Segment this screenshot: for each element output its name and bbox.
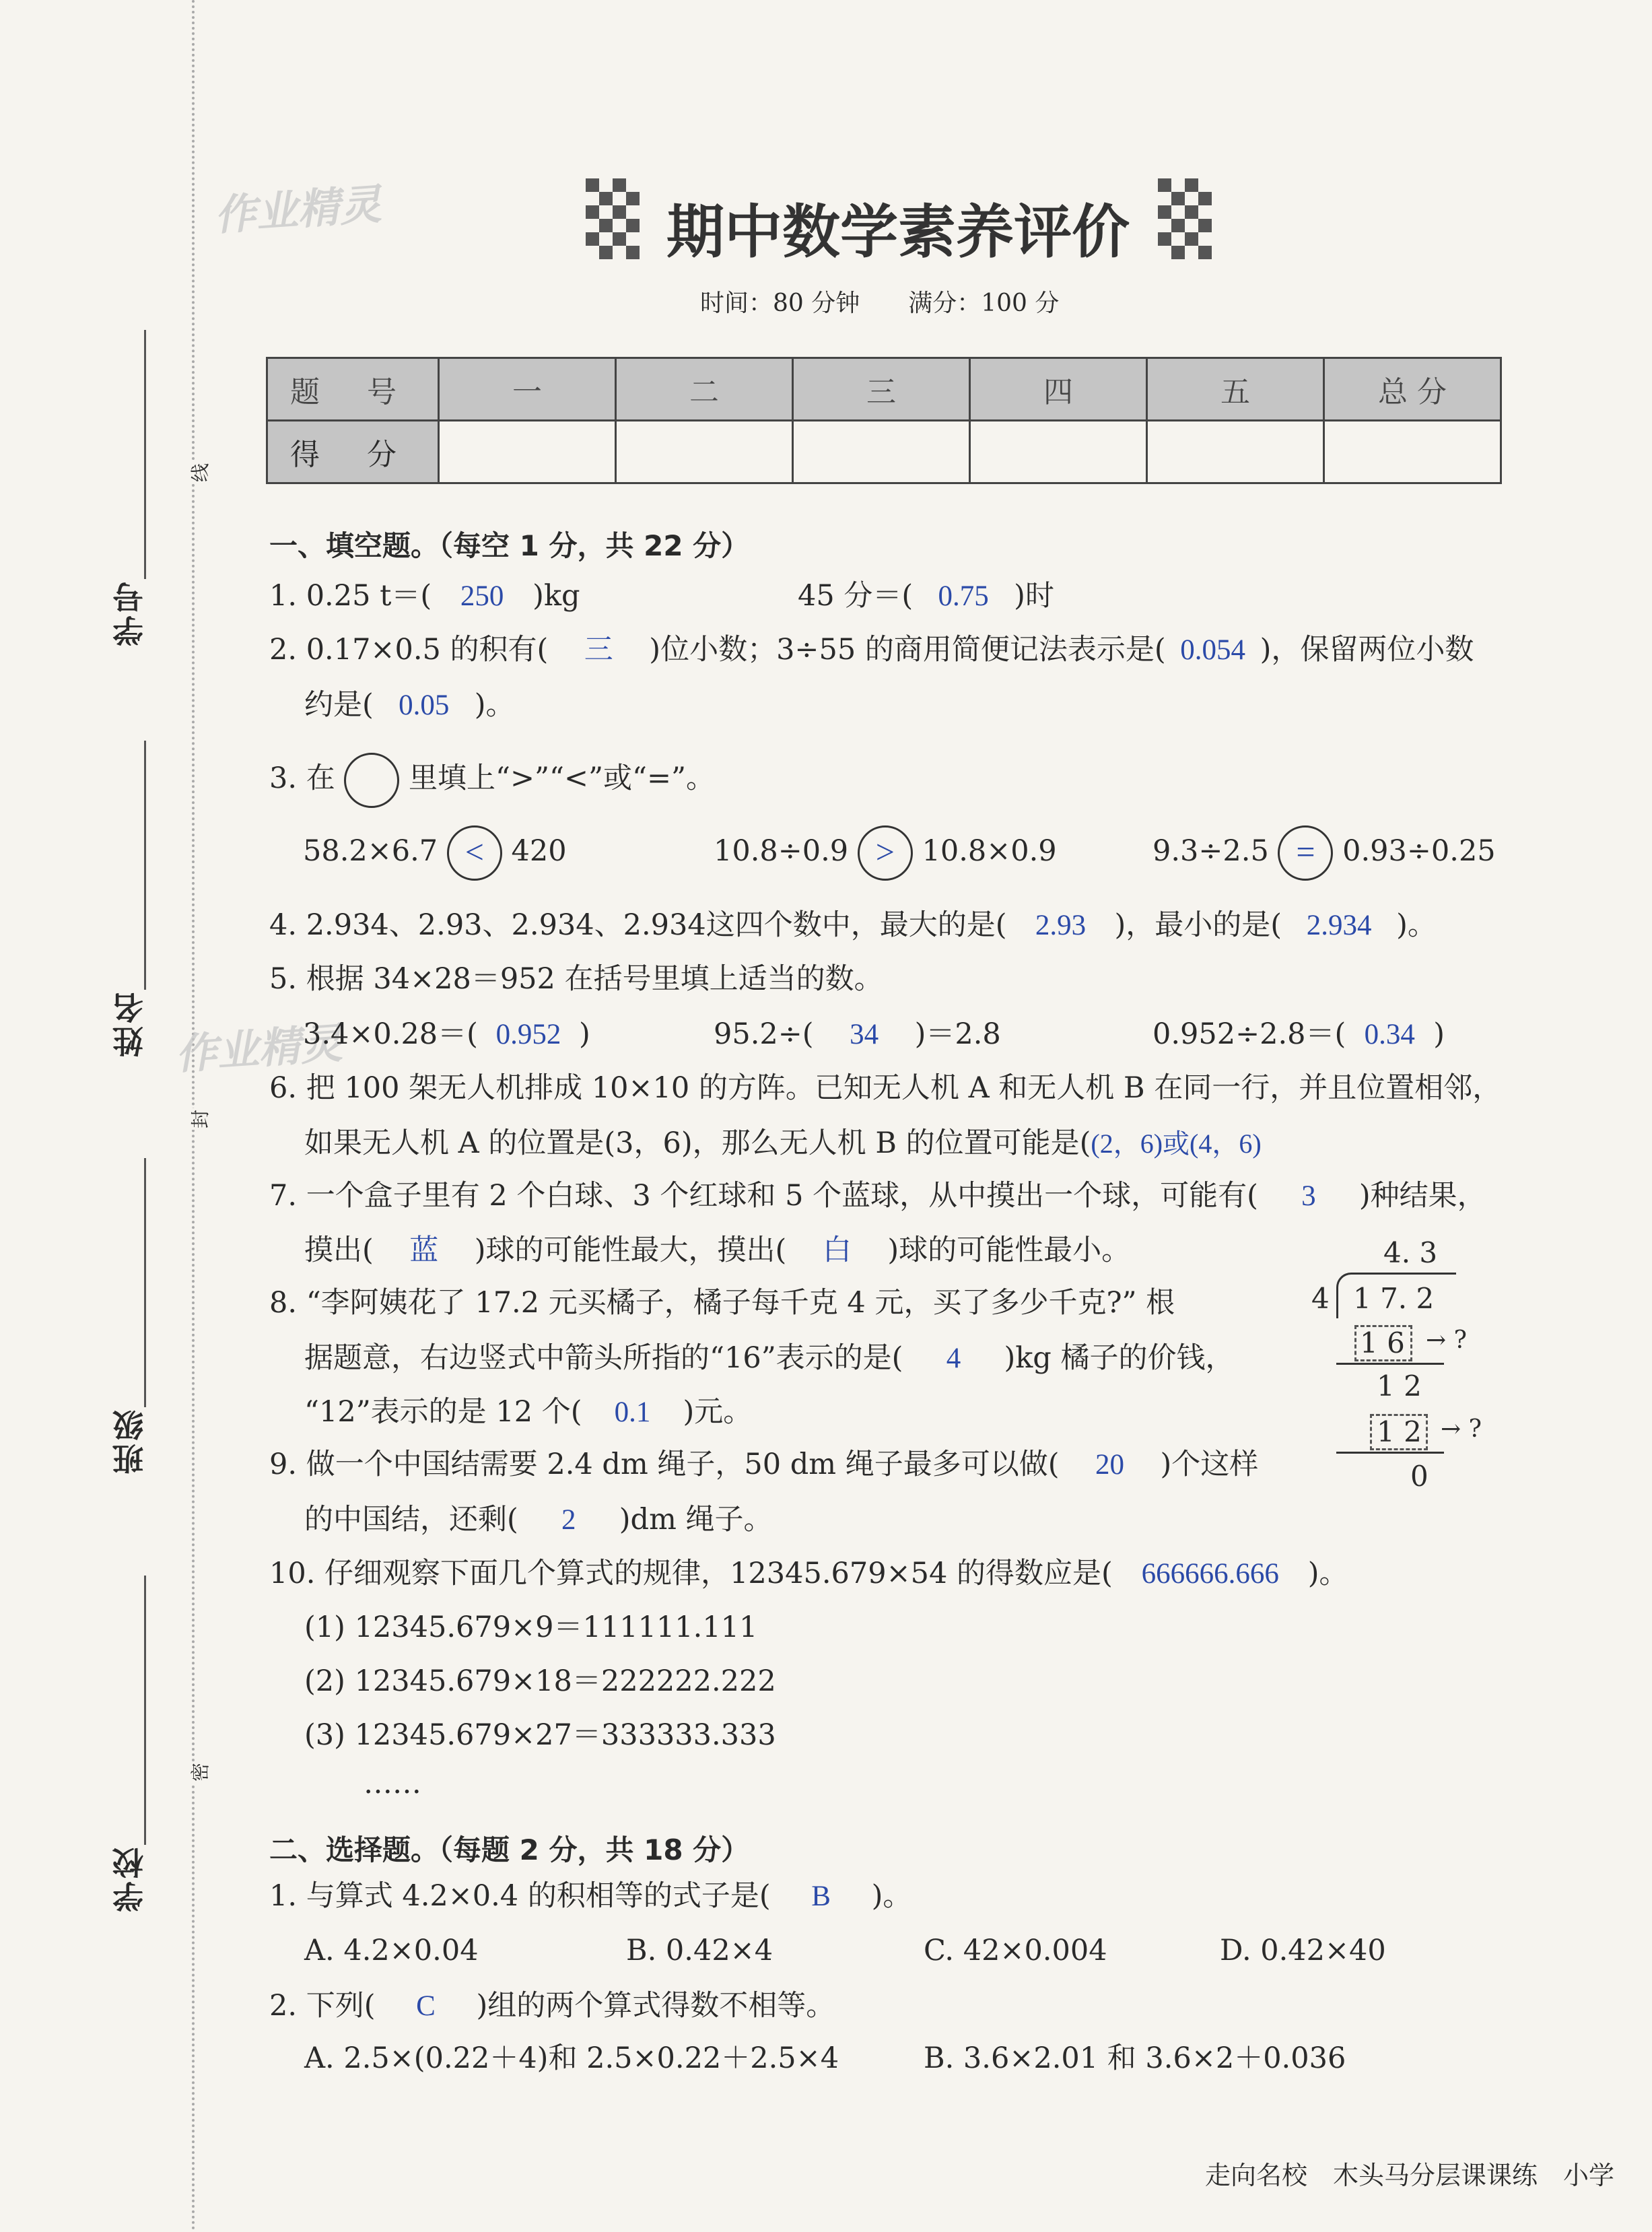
division-line — [1336, 1452, 1444, 1454]
blank-line-student-id — [144, 330, 146, 579]
question-1: 1. 0.25 t＝( 250 )kg — [269, 579, 580, 613]
question-6: 6. 把 100 架无人机排成 10×10 的方阵。已知无人机 A 和无人机 B 在同一行，并且位置相邻， — [269, 1071, 1502, 1105]
score-table-col-3: 三 — [793, 358, 970, 421]
score-cell[interactable] — [793, 421, 970, 483]
pattern-line-3: (3) 12345.679×27＝333333.333 — [304, 1718, 776, 1752]
score-table — [266, 357, 1502, 484]
option-b: B. 0.42×4 — [626, 1934, 773, 1967]
option-a: A. 2.5×(0.22＋4)和 2.5×0.22＋2.5×4 — [304, 2041, 839, 2075]
label-school: 学校 — [112, 1845, 148, 1912]
mark-seal: 封 — [184, 1108, 214, 1130]
section-2-heading: 二、选择题。（每题 2 分，共 18 分） — [269, 1833, 750, 1866]
answer: 0.1 — [614, 1396, 651, 1428]
watermark-top: 作业精灵 — [213, 179, 383, 240]
answer: 2 — [561, 1504, 576, 1536]
compare-circle: > — [858, 825, 913, 881]
compare-item-3: 9.3÷2.5 = 0.93÷0.25 — [1152, 825, 1496, 881]
answer: 2.93 — [1035, 910, 1087, 941]
page-title: 期中数学素养评价 — [666, 199, 1130, 266]
question-5-part-c: 0.952÷2.8＝( 0.34 ) — [1152, 1017, 1445, 1051]
answer: 0.952 — [495, 1019, 561, 1050]
mark-secret: 密 — [184, 1761, 214, 1783]
score-table-header-label: 题 号 — [267, 358, 439, 421]
question-2: 2. 0.17×0.5 的积有( 三 )位小数；3÷55 的商用简便记法表示是( 0.054 )，保留两位小数 — [269, 633, 1474, 667]
answer: 蓝 — [409, 1235, 439, 1266]
question-8-line-2: 据题意，右边竖式中箭头所指的“16”表示的是( 4 )kg 橘子的价钱， — [304, 1341, 1235, 1375]
score-cell[interactable] — [1147, 421, 1324, 483]
question-4: 4. 2.934、2.93、2.934、2.934这四个数中，最大的是( 2.93 )，最小的是( 2.934 )。 — [269, 908, 1437, 942]
choice-question-2: 2. 下列( C )组的两个算式得数不相等。 — [269, 1989, 835, 2023]
section-1-heading: 一、填空题。（每空 1 分，共 22 分） — [269, 529, 750, 562]
division-quotient: 4. 3 — [1383, 1236, 1438, 1269]
answer: (2，6)或(4，6) — [1091, 1128, 1262, 1159]
answer: C — [416, 1990, 436, 2022]
division-line — [1336, 1363, 1444, 1365]
answer: 4 — [946, 1343, 961, 1374]
label-class: 班级 — [112, 1407, 148, 1475]
question-5-part-a: 3.4×0.28＝( 0.952 ) — [303, 1017, 590, 1051]
answer: 34 — [850, 1019, 879, 1050]
question-3: 3. 在 里填上“>”“<”或“=”。 — [269, 753, 715, 808]
option-c: C. 42×0.004 — [924, 1934, 1107, 1967]
compare-circle: = — [1278, 825, 1333, 881]
score-cell[interactable] — [439, 421, 616, 483]
question-7-line-2: 摸出( 蓝 )球的可能性最大，摸出( 白 )球的可能性最小。 — [304, 1233, 1131, 1267]
choice-question-1: 1. 与算式 4.2×0.4 的积相等的式子是( B )。 — [269, 1879, 912, 1913]
checker-decoration-left — [586, 178, 640, 259]
compare-item-1: 58.2×6.7 < 420 — [303, 825, 567, 881]
answer: 0.054 — [1180, 634, 1245, 666]
answer: B — [811, 1881, 831, 1912]
score-cell[interactable] — [970, 421, 1147, 483]
mark-line: 线 — [184, 462, 214, 483]
score-cell[interactable] — [1324, 421, 1501, 483]
answer: 三 — [584, 634, 613, 666]
answer: 250 — [460, 580, 504, 612]
arrow-icon: → ? — [1426, 1326, 1467, 1354]
score-table-col-total: 总 分 — [1324, 358, 1501, 421]
compare-circle: < — [447, 825, 502, 881]
compare-item-2: 10.8÷0.9 > 10.8×0.9 — [714, 825, 1057, 881]
pattern-line-1: (1) 12345.679×9＝111111.111 — [304, 1611, 758, 1644]
blank-line-name — [144, 741, 146, 990]
division-dividend: 1 7. 2 — [1353, 1282, 1435, 1315]
question-5: 5. 根据 34×28＝952 在括号里填上适当的数。 — [269, 962, 883, 996]
score-table-col-1: 一 — [439, 358, 616, 421]
question-9: 9. 做一个中国结需要 2.4 dm 绳子，50 dm 绳子最多可以做( 20 )个这样 — [269, 1448, 1259, 1481]
exam-time-info: 时间：80 分钟 满分：100 分 — [700, 290, 1060, 317]
question-1-part-b: 45 分＝( 0.75 )时 — [798, 579, 1054, 613]
answer: 0.34 — [1364, 1019, 1415, 1050]
answer: 2.934 — [1306, 910, 1372, 941]
question-7: 7. 一个盒子里有 2 个白球、3 个红球和 5 个蓝球，从中摸出一个球，可能有( 3 )种结果， — [269, 1179, 1486, 1213]
division-step-1: 1 6 — [1360, 1326, 1405, 1359]
answer: 0.05 — [399, 689, 450, 721]
checker-decoration-right — [1158, 178, 1212, 259]
watermark-middle: 作业精灵 — [174, 1018, 344, 1079]
empty-circle-icon — [344, 753, 399, 808]
division-step-2: 1 2 — [1377, 1415, 1422, 1448]
question-10: 10. 仔细观察下面几个算式的规律，12345.679×54 的得数应是( 666666.666 )。 — [269, 1557, 1348, 1590]
division-remainder-1: 1 2 — [1377, 1369, 1422, 1402]
answer: 0.75 — [938, 580, 989, 612]
question-8: 8. “李阿姨花了 17.2 元买橘子，橘子每千克 4 元，买了多少千克?” 根 — [269, 1286, 1175, 1320]
score-cell[interactable] — [616, 421, 793, 483]
label-name: 姓名 — [112, 990, 148, 1057]
footer-series-title: 走向名校 木头马分层课课练 小学 — [1205, 2161, 1615, 2190]
pattern-ellipsis: …… — [364, 1767, 421, 1800]
division-final: 0 — [1410, 1460, 1429, 1493]
question-6-line-2: 如果无人机 A 的位置是(3，6)，那么无人机 B 的位置可能是((2，6)或(4，6) — [304, 1126, 1262, 1160]
division-divisor: 4 — [1311, 1282, 1330, 1315]
score-table-col-2: 二 — [616, 358, 793, 421]
option-a: A. 4.2×0.04 — [304, 1934, 479, 1967]
question-8-line-3: “12”表示的是 12 个( 0.1 )元。 — [304, 1395, 753, 1429]
arrow-icon: → ? — [1441, 1415, 1482, 1443]
answer: 白 — [822, 1235, 852, 1266]
answer: 666666.666 — [1141, 1558, 1279, 1590]
label-student-id: 学号 — [112, 579, 148, 646]
score-table-col-4: 四 — [970, 358, 1147, 421]
answer: 3 — [1301, 1180, 1316, 1212]
option-d: D. 0.42×40 — [1220, 1934, 1386, 1967]
score-table-row-label: 得 分 — [267, 421, 439, 483]
question-2-line-2: 约是( 0.05 )。 — [304, 688, 515, 722]
blank-line-school — [144, 1576, 146, 1845]
score-table-col-5: 五 — [1147, 358, 1324, 421]
blank-line-class — [144, 1158, 146, 1407]
answer: 20 — [1095, 1449, 1125, 1481]
question-5-part-b: 95.2÷( 34 )＝2.8 — [714, 1017, 1001, 1051]
question-9-line-2: 的中国结，还剩( 2 )dm 绳子。 — [304, 1503, 773, 1536]
pattern-line-2: (2) 12345.679×18＝222222.222 — [304, 1664, 776, 1698]
option-b: B. 3.6×2.01 和 3.6×2＋0.036 — [924, 2041, 1346, 2075]
